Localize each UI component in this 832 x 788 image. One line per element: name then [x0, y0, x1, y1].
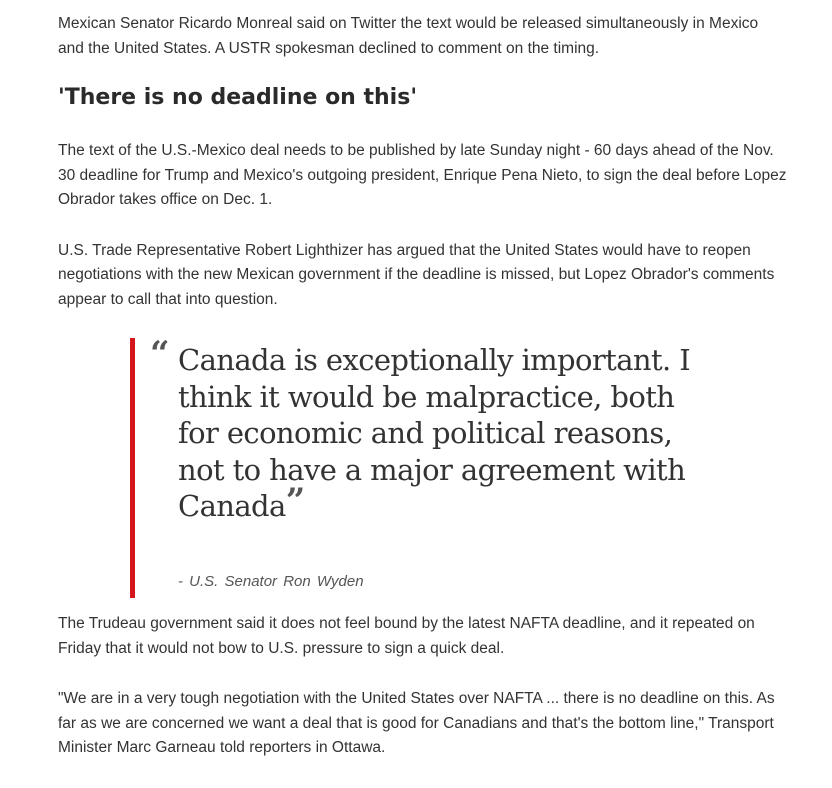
open-quote-mark-icon: “ [150, 334, 170, 374]
quote-accent-bar [130, 338, 135, 598]
article-paragraph: "We are in a very tough negotiation with the United States over NAFTA ... there is no deadline on this. As far as we are concerned we want a deal that is good for Canadians and that's the bottom line," Transport Minister Marc Garneau told reporters in Ottawa. [58, 690, 775, 756]
article-paragraph: The text of the U.S.-Mexico deal needs to be published by late Sunday night - 60 days ahead of the Nov. 30 deadline for Trump and Mexico's outgoing president, Enrique Pena Nieto, to sign the deal before Lopez Obrador takes office on Dec. 1. [58, 142, 787, 208]
quote-text: Canada is exceptionally important. I think it would be malpractice, both for economic and political reasons, not to have a major agreement with Canada [178, 343, 691, 523]
close-quote-mark-icon: ” [285, 481, 305, 521]
article-paragraph: Mexican Senator Ricardo Monreal said on Twitter the text would be released simultaneously in Mexico and the United States. A USTR spokesman declined to comment on the timing. [58, 15, 759, 57]
quote-attribution: - U.S. Senator Ron Wyden [178, 573, 364, 590]
section-heading: 'There is no deadline on this' [58, 85, 418, 110]
pull-quote [130, 334, 788, 598]
article-body [58, 12, 788, 761]
article-paragraph: The Trudeau government said it does not feel bound by the latest NAFTA deadline, and it repeated on Friday that it would not bow to U.S. pressure to sign a quick deal. [58, 615, 755, 657]
quote-text-wrapper [178, 342, 698, 525]
article-paragraph: U.S. Trade Representative Robert Lighthizer has argued that the United States would have to reopen negotiations with the new Mexican government if the deadline is missed, but Lopez Obrador's comments appear to call that into question. [58, 241, 775, 308]
